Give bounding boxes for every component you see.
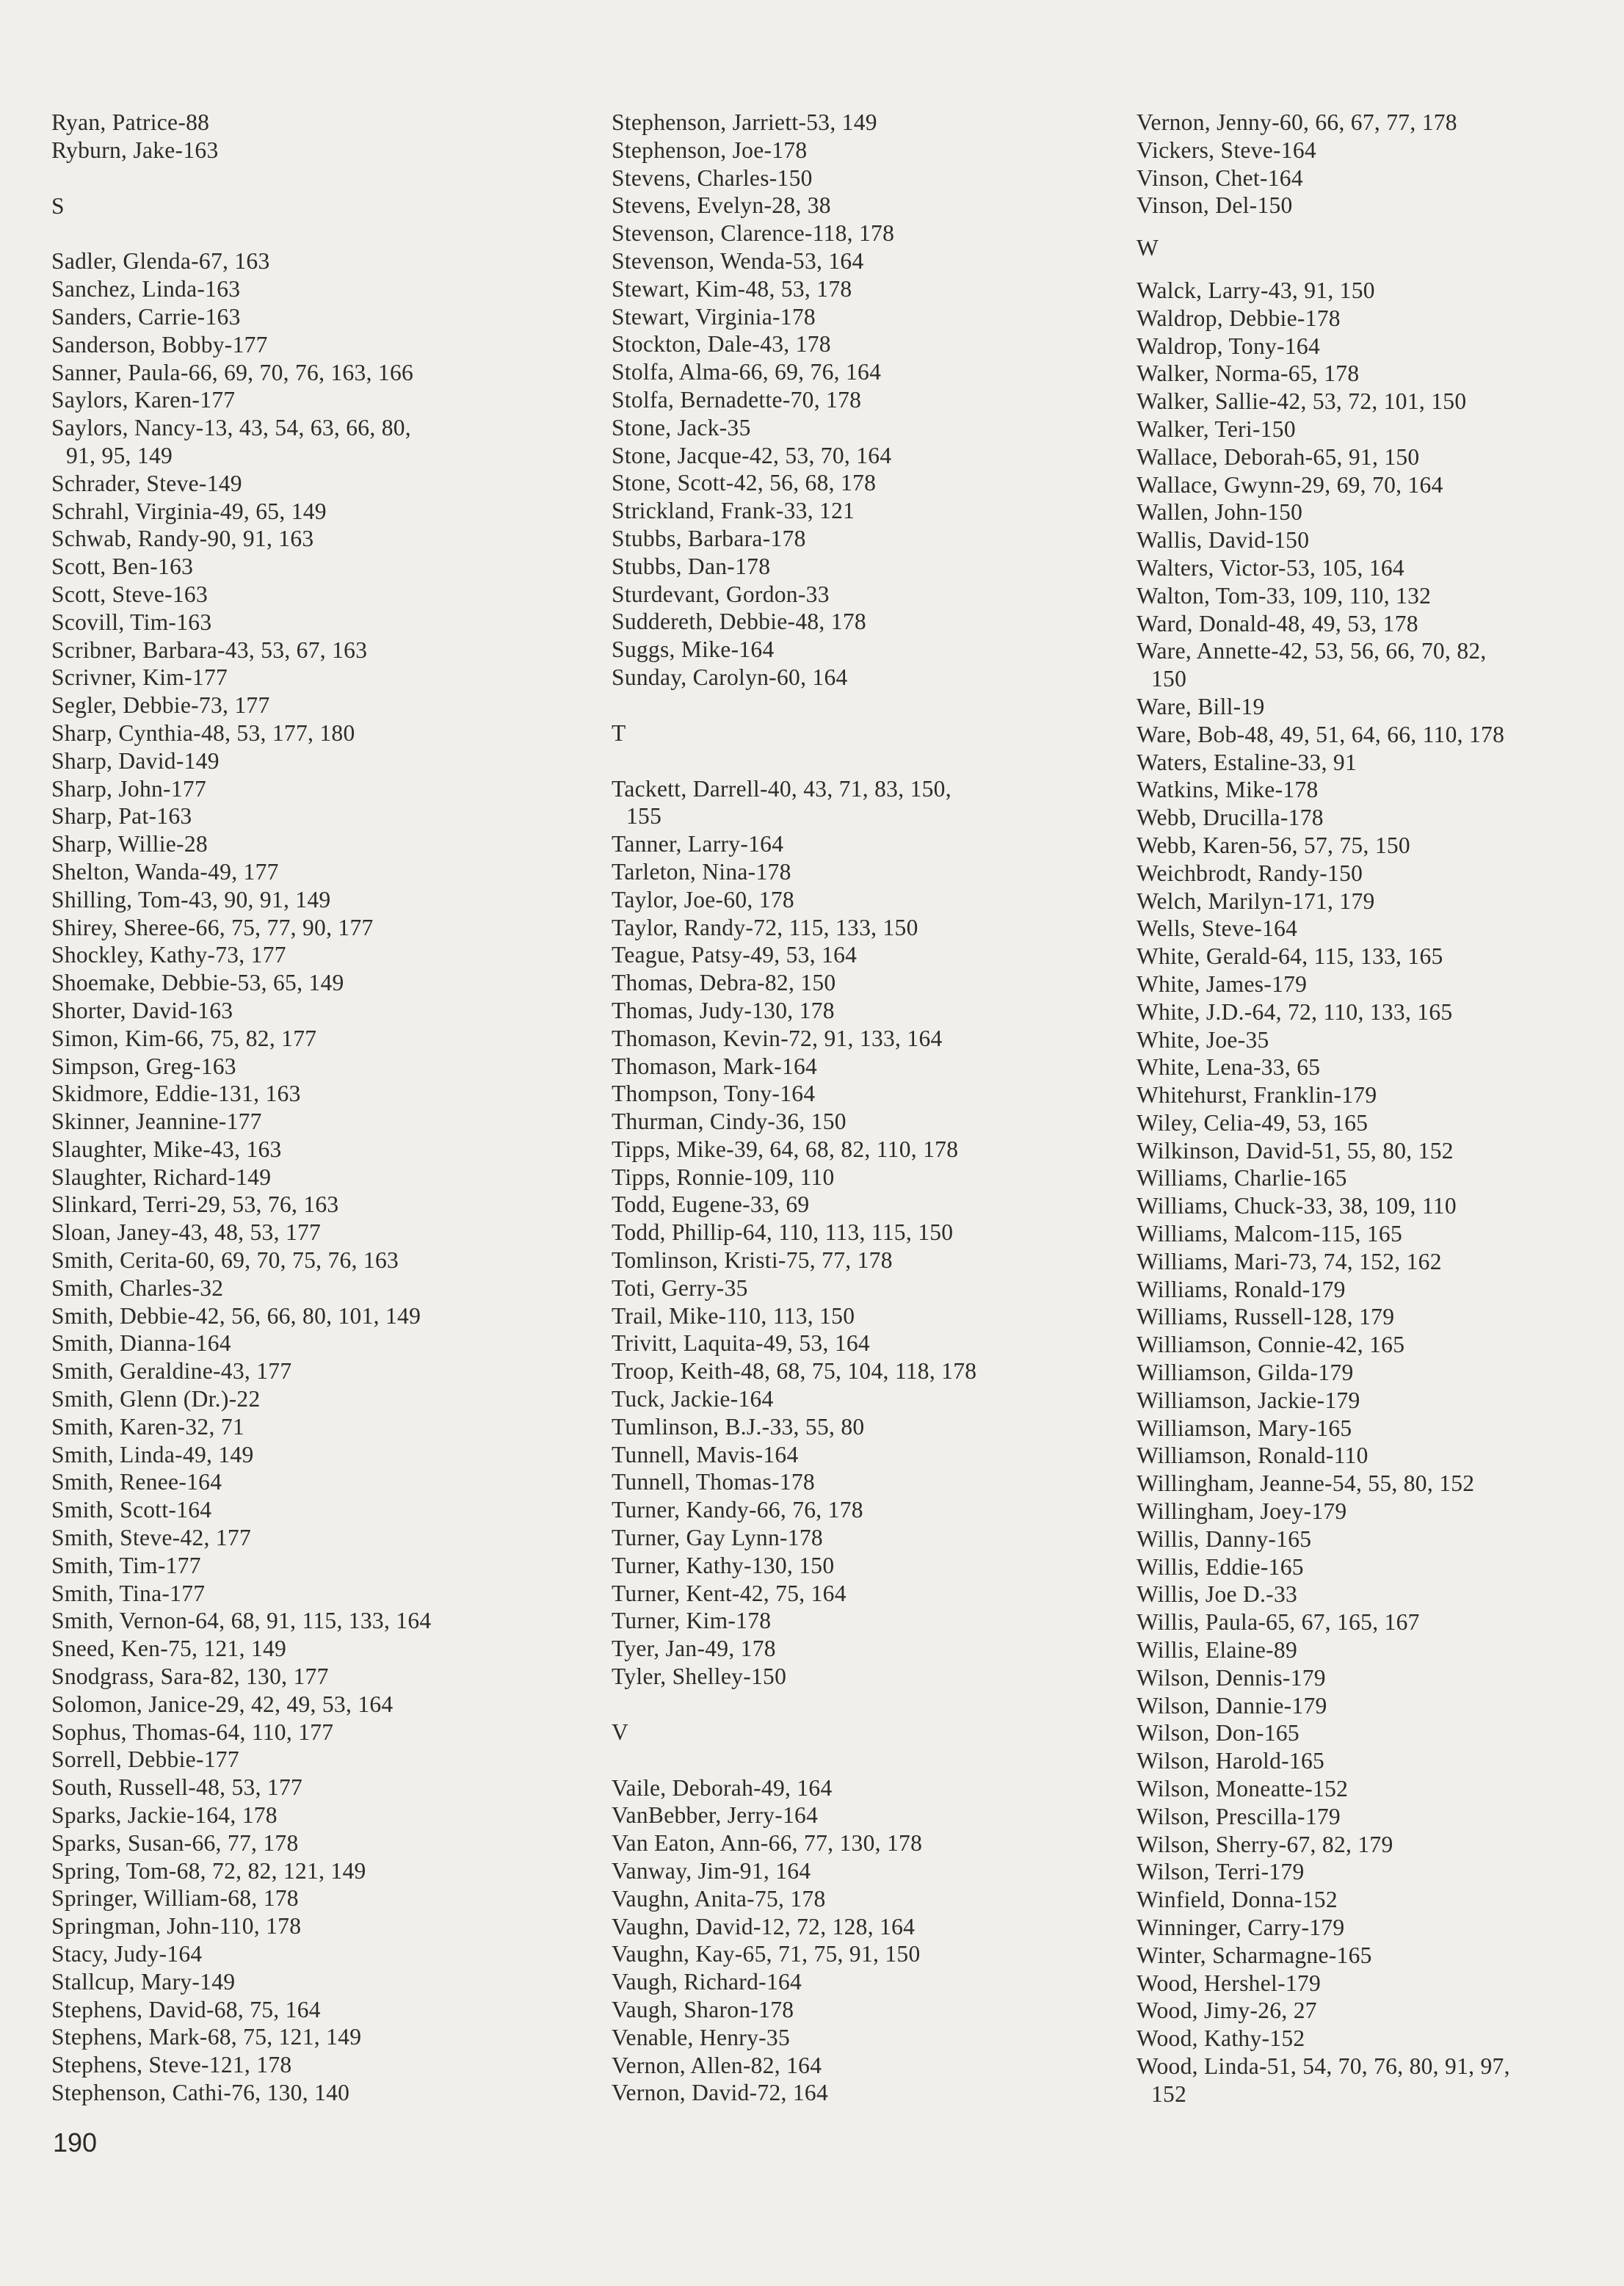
- section-spacer: [1137, 219, 1621, 234]
- index-entry: Simon, Kim-66, 75, 82, 177: [51, 1025, 317, 1051]
- index-entry: Ware, Annette-42, 53, 56, 66, 70, 82,: [1137, 638, 1487, 664]
- index-entry: Ryan, Patrice-88: [51, 109, 210, 135]
- index-entry: Willis, Eddie-165: [1137, 1553, 1304, 1580]
- index-entry: Toti, Gerry-35: [612, 1274, 748, 1301]
- index-entry: Scrivner, Kim-177: [51, 664, 228, 691]
- index-entry: Turner, Kim-178: [612, 1608, 772, 1634]
- index-entry: White, Gerald-64, 115, 133, 165: [1137, 943, 1443, 970]
- index-entry: Thomas, Judy-130, 178: [612, 997, 835, 1023]
- index-entry: Wilson, Don-165: [1137, 1720, 1299, 1746]
- index-entry: Smith, Renee-164: [51, 1469, 222, 1495]
- index-entry: Smith, Tina-177: [51, 1580, 206, 1606]
- index-entry: Vernon, Jenny-60, 66, 67, 77, 178: [1137, 109, 1457, 135]
- index-entry: Tunnell, Thomas-178: [612, 1469, 815, 1495]
- index-entry: Stockton, Dale-43, 178: [612, 331, 831, 358]
- index-entry: Springer, William-68, 178: [51, 1885, 299, 1912]
- index-entry: Walker, Sallie-42, 53, 72, 101, 150: [1137, 388, 1467, 415]
- index-entry: White, Joe-35: [1137, 1026, 1269, 1053]
- index-entry: Sturdevant, Gordon-33: [612, 581, 830, 607]
- index-entry: Vaugh, Richard-164: [612, 1969, 802, 1995]
- index-entry: Smith, Debbie-42, 56, 66, 80, 101, 149: [51, 1302, 421, 1329]
- index-entry: Thurman, Cindy-36, 150: [612, 1108, 847, 1135]
- index-entry: Shirey, Sheree-66, 75, 77, 90, 177: [51, 914, 374, 940]
- index-entry: Williamson, Gilda-179: [1137, 1360, 1354, 1386]
- index-entry: Winninger, Carry-179: [1137, 1915, 1345, 1940]
- section-letter-heading: T: [612, 719, 626, 746]
- index-entry: Teague, Patsy-49, 53, 164: [612, 942, 858, 968]
- index-entry: Saylors, Karen-177: [51, 387, 236, 413]
- index-entry: Ward, Donald-48, 49, 53, 178: [1137, 610, 1418, 636]
- index-entry: Wilkinson, David-51, 55, 80, 152: [1137, 1137, 1454, 1164]
- index-entry: Stephens, Mark-68, 75, 121, 149: [51, 2024, 362, 2050]
- index-entry: Strickland, Frank-33, 121: [612, 498, 855, 524]
- index-entry: Stone, Jacque-42, 53, 70, 164: [612, 442, 892, 468]
- index-entry: White, Lena-33, 65: [1137, 1054, 1321, 1081]
- index-entry: Thompson, Tony-164: [612, 1081, 816, 1107]
- index-entry: Todd, Eugene-33, 69: [612, 1191, 810, 1218]
- index-entry: Tyer, Jan-49, 178: [612, 1636, 776, 1662]
- index-entry: Simpson, Greg-163: [51, 1053, 236, 1079]
- index-entry: Stephenson, Cathi-76, 130, 140: [51, 2079, 350, 2105]
- index-entry: Wilson, Sherry-67, 82, 179: [1137, 1831, 1393, 1857]
- index-entry: Sloan, Janey-43, 48, 53, 177: [51, 1219, 322, 1246]
- index-entry: Thomas, Debra-82, 150: [612, 970, 836, 996]
- index-entry: Whitehurst, Franklin-179: [1137, 1082, 1377, 1108]
- index-entry: Suddereth, Debbie-48, 178: [612, 609, 866, 635]
- index-entry: Stone, Scott-42, 56, 68, 178: [612, 470, 877, 496]
- index-entry: Smith, Tim-177: [51, 1552, 201, 1578]
- index-entry: Walker, Teri-150: [1137, 416, 1296, 442]
- index-entry: Shockley, Kathy-73, 177: [51, 942, 286, 968]
- section-spacer: [612, 747, 1125, 775]
- index-entry: Williamson, Mary-165: [1137, 1415, 1352, 1441]
- index-entry: Sharp, David-149: [51, 747, 220, 774]
- index-entry: Wallis, David-150: [1137, 527, 1310, 554]
- index-entry: Suggs, Mike-164: [612, 636, 775, 663]
- index-entry-continuation: 91, 95, 149: [66, 442, 173, 468]
- index-entry: Vaugh, Sharon-178: [612, 1997, 794, 2022]
- index-entry: Stephenson, Jarriett-53, 149: [612, 109, 877, 135]
- index-entry: Smith, Linda-49, 149: [51, 1441, 254, 1467]
- index-entry: Winfield, Donna-152: [1137, 1887, 1338, 1913]
- index-entry: Stevens, Evelyn-28, 38: [612, 192, 831, 219]
- index-entry: Vinson, Del-150: [1137, 192, 1293, 219]
- index-entry: Thomason, Kevin-72, 91, 133, 164: [612, 1025, 943, 1051]
- index-entry: Turner, Gay Lynn-178: [612, 1525, 823, 1551]
- index-entry: Spring, Tom-68, 72, 82, 121, 149: [51, 1857, 366, 1884]
- index-entry: Stewart, Virginia-178: [612, 303, 816, 330]
- index-entry: Vaughn, Kay-65, 71, 75, 91, 150: [612, 1941, 921, 1967]
- index-entry: White, James-179: [1137, 970, 1308, 997]
- index-entry: Williams, Malcom-115, 165: [1137, 1221, 1403, 1247]
- index-entry: Vaughn, Anita-75, 178: [612, 1885, 826, 1912]
- index-entry: Wilson, Prescilla-179: [1137, 1803, 1341, 1829]
- index-entry: Skinner, Jeannine-177: [51, 1108, 262, 1135]
- section-spacer: [612, 692, 1125, 719]
- index-entry: Vaile, Deborah-49, 164: [612, 1774, 833, 1801]
- index-entry: Wallen, John-150: [1137, 499, 1303, 526]
- index-entry: Saylors, Nancy-13, 43, 54, 63, 66, 80,: [51, 415, 411, 441]
- index-entry: Watkins, Mike-178: [1137, 777, 1319, 803]
- index-entry: Smith, Cerita-60, 69, 70, 75, 76, 163: [51, 1247, 399, 1274]
- index-entry: Stallcup, Mary-149: [51, 1968, 236, 1995]
- index-entry: Shilling, Tom-43, 90, 91, 149: [51, 886, 331, 912]
- index-entry: Wilson, Dannie-179: [1137, 1692, 1327, 1719]
- index-entry: Scott, Ben-163: [51, 554, 194, 580]
- page-number: 190: [53, 2127, 98, 2158]
- index-entry: Sanchez, Linda-163: [51, 276, 241, 302]
- index-entry: Smith, Scott-164: [51, 1497, 212, 1523]
- index-entry: Weichbrodt, Randy-150: [1137, 860, 1363, 886]
- section-spacer: [51, 219, 587, 247]
- index-entry: Taylor, Randy-72, 115, 133, 150: [612, 914, 918, 940]
- index-entry: Webb, Karen-56, 57, 75, 150: [1137, 832, 1410, 858]
- index-entry: Snodgrass, Sara-82, 130, 177: [51, 1663, 329, 1690]
- index-entry: Wilson, Terri-179: [1137, 1859, 1305, 1885]
- index-entry: South, Russell-48, 53, 177: [51, 1774, 303, 1801]
- index-column-1: [51, 109, 587, 2107]
- index-entry: Walton, Tom-33, 109, 110, 132: [1137, 582, 1432, 609]
- index-entry: Wood, Jimy-26, 27: [1137, 1997, 1317, 2024]
- index-entry-continuation: 152: [1151, 2080, 1187, 2107]
- index-entry: Scribner, Barbara-43, 53, 67, 163: [51, 636, 368, 663]
- index-entry: Williamson, Jackie-179: [1137, 1387, 1360, 1413]
- index-entry: Schrahl, Virginia-49, 65, 149: [51, 498, 327, 524]
- index-entry: Stevenson, Wenda-53, 164: [612, 247, 864, 274]
- index-entry: Ryburn, Jake-163: [51, 137, 219, 163]
- index-entry: Willis, Joe D.-33: [1137, 1581, 1298, 1608]
- index-entry: Stephenson, Joe-178: [612, 137, 808, 163]
- index-entry: Walker, Norma-65, 178: [1137, 360, 1360, 387]
- index-entry: Taylor, Joe-60, 178: [612, 886, 794, 912]
- index-entry: Sanner, Paula-66, 69, 70, 76, 163, 166: [51, 359, 414, 385]
- index-entry: Stone, Jack-35: [612, 414, 751, 440]
- index-entry: Williams, Mari-73, 74, 152, 162: [1137, 1248, 1442, 1274]
- index-entry: Stolfa, Alma-66, 69, 76, 164: [612, 359, 882, 385]
- index-entry: Shoemake, Debbie-53, 65, 149: [51, 970, 344, 996]
- index-entry: Thomason, Mark-164: [612, 1053, 818, 1079]
- index-entry: Sadler, Glenda-67, 163: [51, 248, 270, 275]
- index-entry: Williamson, Connie-42, 165: [1137, 1332, 1405, 1358]
- index-entry: Wilson, Harold-165: [1137, 1748, 1325, 1774]
- index-entry: Smith, Geraldine-43, 177: [51, 1358, 292, 1385]
- index-entry: Wood, Kathy-152: [1137, 2025, 1305, 2052]
- index-entry: Sanderson, Bobby-177: [51, 331, 268, 358]
- index-entry: Slaughter, Richard-149: [51, 1164, 272, 1190]
- index-entry: Vernon, Allen-82, 164: [612, 2052, 822, 2078]
- index-entry: Smith, Dianna-164: [51, 1330, 231, 1357]
- index-entry: Willingham, Joey-179: [1137, 1498, 1347, 1525]
- index-entry: Stacy, Judy-164: [51, 1941, 203, 1967]
- index-entry: Todd, Phillip-64, 110, 113, 115, 150: [612, 1219, 954, 1246]
- index-entry: Scott, Steve-163: [51, 581, 209, 607]
- index-entry: Smith, Charles-32: [51, 1274, 224, 1301]
- index-entry: Tomlinson, Kristi-75, 77, 178: [612, 1247, 893, 1274]
- index-entry: Sharp, Pat-163: [51, 803, 192, 830]
- index-entry: Shelton, Wanda-49, 177: [51, 858, 279, 885]
- index-entry: Trail, Mike-110, 113, 150: [612, 1302, 855, 1329]
- index-entry: Sunday, Carolyn-60, 164: [612, 664, 848, 690]
- index-entry: Willis, Elaine-89: [1137, 1637, 1298, 1663]
- index-entry: Tumlinson, B.J.-33, 55, 80: [612, 1413, 865, 1440]
- index-entry: Springman, John-110, 178: [51, 1913, 302, 1940]
- index-entry: Tunnell, Mavis-164: [612, 1441, 799, 1467]
- index-entry: Skidmore, Eddie-131, 163: [51, 1081, 301, 1107]
- index-entry: Williams, Ronald-179: [1137, 1276, 1346, 1302]
- index-entry: Waters, Estaline-33, 91: [1137, 749, 1357, 775]
- index-entry: Willis, Danny-165: [1137, 1525, 1312, 1552]
- index-entry-continuation: 150: [1151, 666, 1187, 692]
- index-entry: Williams, Chuck-33, 38, 109, 110: [1137, 1193, 1457, 1219]
- section-letter-heading: S: [51, 192, 65, 219]
- index-entry: Tuck, Jackie-164: [612, 1386, 774, 1412]
- index-entry: Troop, Keith-48, 68, 75, 104, 118, 178: [612, 1358, 977, 1385]
- index-entry: Welch, Marilyn-171, 179: [1137, 888, 1375, 914]
- index-entry: Willingham, Jeanne-54, 55, 80, 152: [1137, 1470, 1475, 1497]
- index-entry: Sneed, Ken-75, 121, 149: [51, 1636, 287, 1662]
- index-entry: Tipps, Mike-39, 64, 68, 82, 110, 178: [612, 1136, 959, 1162]
- index-entry: Schrader, Steve-149: [51, 470, 242, 496]
- index-entry: VanBebber, Jerry-164: [612, 1802, 819, 1829]
- index-entry: Stevenson, Clarence-118, 178: [612, 220, 895, 247]
- index-entry: Wells, Steve-164: [1137, 915, 1298, 942]
- index-entry: Stubbs, Barbara-178: [612, 525, 806, 551]
- index-entry: Winter, Scharmagne-165: [1137, 1942, 1372, 1968]
- index-entry: Tanner, Larry-164: [612, 831, 784, 857]
- index-entry: Slinkard, Terri-29, 53, 76, 163: [51, 1191, 339, 1218]
- index-entry: Webb, Drucilla-178: [1137, 805, 1324, 831]
- index-entry: Wilson, Moneatte-152: [1137, 1776, 1349, 1802]
- index-entry: Vaughn, David-12, 72, 128, 164: [612, 1913, 916, 1940]
- index-entry: Ware, Bob-48, 49, 51, 64, 66, 110, 178: [1137, 721, 1505, 747]
- index-entry: Trivitt, Laquita-49, 53, 164: [612, 1330, 870, 1357]
- index-entry: Vernon, David-72, 164: [612, 2080, 828, 2106]
- index-entry: Waldrop, Tony-164: [1137, 333, 1320, 359]
- index-entry: Venable, Henry-35: [612, 2024, 791, 2050]
- index-entry: Stewart, Kim-48, 53, 178: [612, 275, 852, 302]
- index-entry: Wood, Linda-51, 54, 70, 76, 80, 91, 97,: [1137, 2053, 1510, 2079]
- index-column-2: [612, 109, 1125, 2107]
- index-entry: Sharp, Cynthia-48, 53, 177, 180: [51, 719, 355, 746]
- index-entry: Smith, Vernon-64, 68, 91, 115, 133, 164: [51, 1608, 432, 1634]
- index-entry: Tipps, Ronnie-109, 110: [612, 1164, 835, 1190]
- index-entry: Wallace, Deborah-65, 91, 150: [1137, 443, 1420, 470]
- index-entry: Wiley, Celia-49, 53, 165: [1137, 1109, 1369, 1136]
- index-column-3: [1137, 109, 1621, 2108]
- index-entry: Tyler, Shelley-150: [612, 1663, 787, 1690]
- index-entry: Smith, Steve-42, 177: [51, 1525, 251, 1551]
- index-entry: Tackett, Darrell-40, 43, 71, 83, 150,: [612, 775, 951, 802]
- index-entry: Smith, Karen-32, 71: [51, 1413, 244, 1440]
- index-entry: Sophus, Thomas-64, 110, 177: [51, 1719, 334, 1745]
- index-entry: Ware, Bill-19: [1137, 693, 1265, 719]
- index-entry: Turner, Kathy-130, 150: [612, 1552, 835, 1578]
- index-entry: Stolfa, Bernadette-70, 178: [612, 386, 862, 413]
- index-entry: Stevens, Charles-150: [612, 164, 813, 191]
- index-entry: Scovill, Tim-163: [51, 609, 212, 635]
- section-spacer: [612, 1746, 1125, 1774]
- index-entry: Slaughter, Mike-43, 163: [51, 1136, 282, 1162]
- section-spacer: [51, 164, 587, 192]
- index-entry: Stubbs, Dan-178: [612, 553, 771, 579]
- index-entry: Stephens, Steve-121, 178: [51, 2052, 292, 2078]
- section-spacer: [612, 1691, 1125, 1719]
- section-spacer: [1137, 262, 1621, 277]
- index-entry: Waldrop, Debbie-178: [1137, 305, 1341, 331]
- index-entry: Vinson, Chet-164: [1137, 164, 1303, 191]
- index-entry: Williams, Charlie-165: [1137, 1165, 1347, 1191]
- index-entry: Williamson, Ronald-110: [1137, 1443, 1369, 1469]
- index-entry: Van Eaton, Ann-66, 77, 130, 178: [612, 1830, 923, 1857]
- index-entry: Williams, Russell-128, 179: [1137, 1304, 1395, 1330]
- index-entry: Wilson, Dennis-179: [1137, 1664, 1326, 1691]
- index-entry: Sparks, Jackie-164, 178: [51, 1802, 278, 1829]
- index-entry: Schwab, Randy-90, 91, 163: [51, 526, 314, 552]
- index-entry: Shorter, David-163: [51, 997, 233, 1023]
- index-entry: Willis, Paula-65, 67, 165, 167: [1137, 1609, 1420, 1636]
- index-entry: Sharp, Willie-28: [51, 831, 208, 857]
- index-entry: Segler, Debbie-73, 177: [51, 692, 270, 719]
- index-entry: Solomon, Janice-29, 42, 49, 53, 164: [51, 1691, 394, 1717]
- index-entry: Vanway, Jim-91, 164: [612, 1858, 811, 1884]
- index-entry: Smith, Glenn (Dr.)-22: [51, 1386, 261, 1412]
- index-entry-continuation: 155: [626, 803, 662, 830]
- index-entry: Vickers, Steve-164: [1137, 137, 1316, 163]
- index-entry: Tarleton, Nina-178: [612, 858, 791, 885]
- index-entry: Wood, Hershel-179: [1137, 1970, 1322, 1996]
- index-entry: Sharp, John-177: [51, 775, 206, 802]
- index-entry: Wallace, Gwynn-29, 69, 70, 164: [1137, 471, 1443, 498]
- index-entry: Turner, Kandy-66, 76, 178: [612, 1497, 863, 1523]
- section-letter-heading: W: [1137, 235, 1159, 261]
- section-letter-heading: V: [612, 1719, 628, 1745]
- index-entry: Sanders, Carrie-163: [51, 303, 241, 330]
- index-entry: Walck, Larry-43, 91, 150: [1137, 277, 1375, 303]
- index-entry: Sparks, Susan-66, 77, 178: [51, 1829, 299, 1856]
- index-entry: Sorrell, Debbie-177: [51, 1746, 239, 1773]
- index-entry: White, J.D.-64, 72, 110, 133, 165: [1137, 998, 1453, 1025]
- index-entry: Turner, Kent-42, 75, 164: [612, 1580, 847, 1606]
- index-entry: Stephens, David-68, 75, 164: [51, 1996, 321, 2022]
- index-entry: Walters, Victor-53, 105, 164: [1137, 554, 1404, 581]
